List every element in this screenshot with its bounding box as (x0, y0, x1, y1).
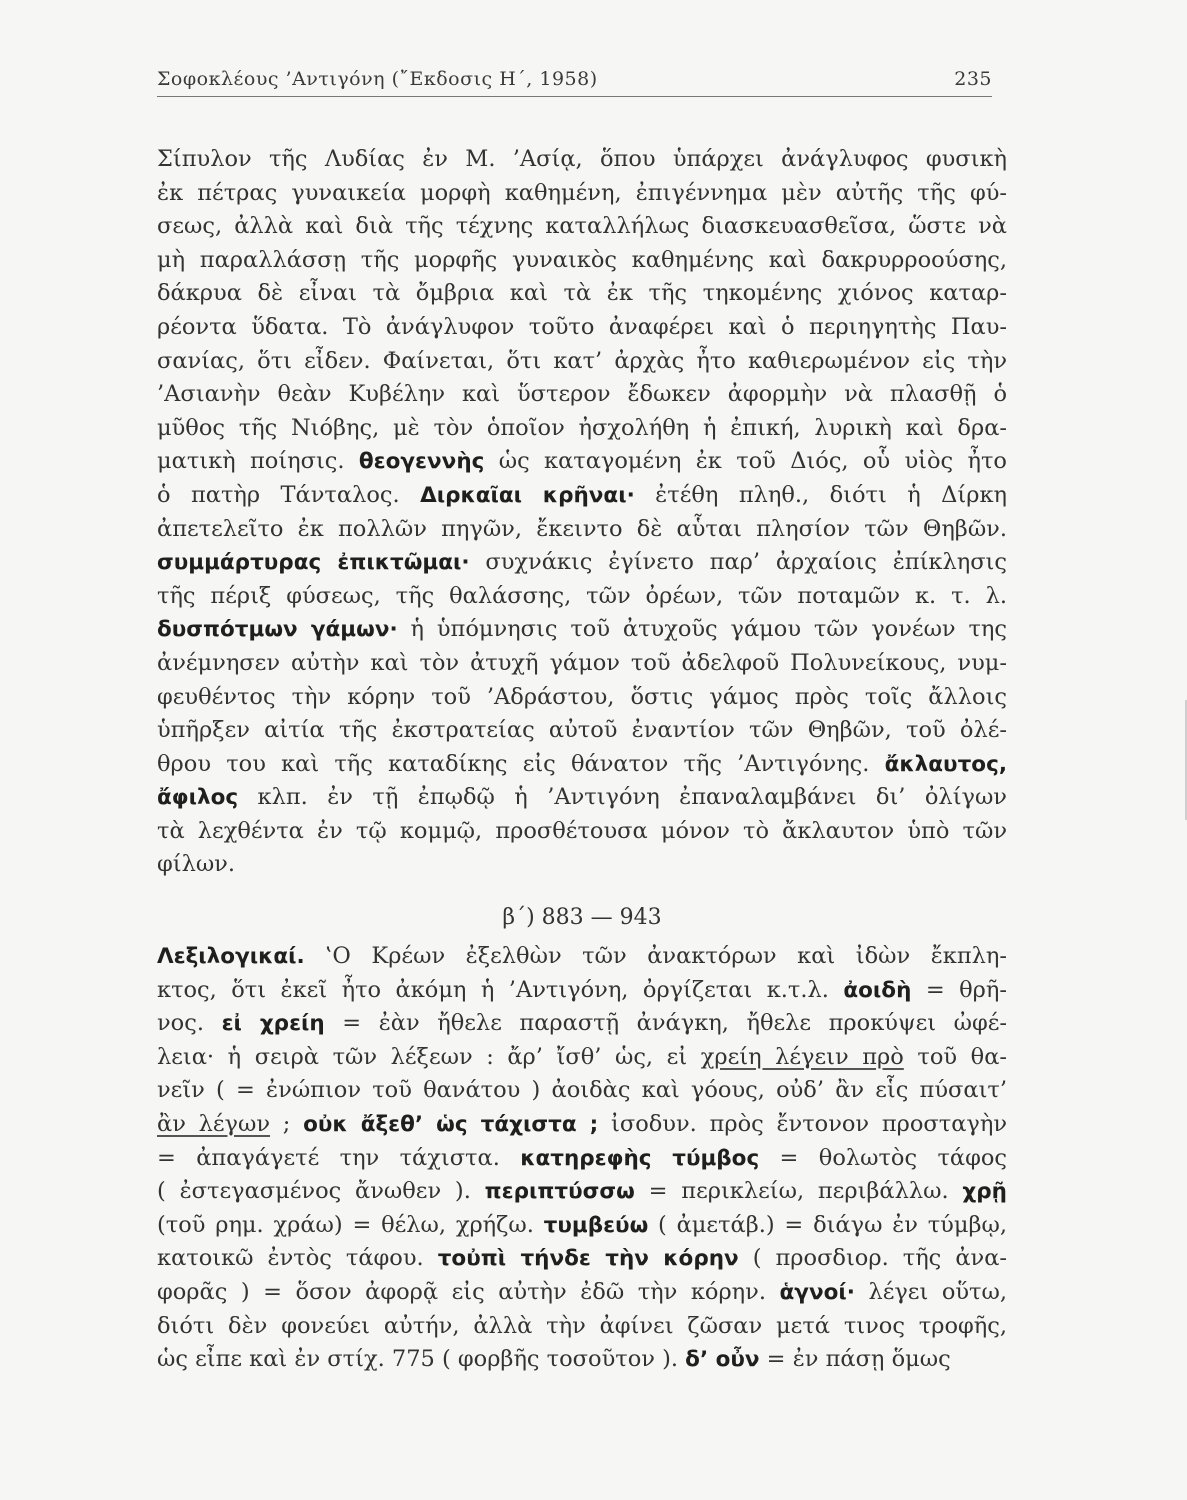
text-run: κλπ. ἐν τῇ ἐπῳδῷ ἡ ’Αντιγόνη ἐπαναλαμβάνει δι’ ὀλίγων (238, 784, 1007, 811)
text-line (157, 714, 1007, 748)
text-line (157, 1074, 1007, 1108)
text-line (157, 345, 1007, 379)
headword: Λεξιλογικαί. (157, 944, 305, 969)
text-line (157, 177, 1007, 211)
commentary-block (157, 143, 1007, 882)
text-run: νεῖν ( = ἐνώπιον τοῦ θανάτου ) ἀοιδὰς καὶ γόους, οὐδ’ ἂν εἷς πύσαιτ’ (157, 1077, 1007, 1104)
text-run: θρου του καὶ τῆς καταδίκης εἰς θάνατον τῆς ’Αντιγόνης. (157, 750, 885, 777)
text-run: = θολωτὸς τάφος (759, 1144, 1007, 1171)
headword: θεογεννὴς (358, 449, 485, 475)
text-line (157, 513, 1007, 547)
text-run: ὡς εἶπε καὶ ἐν στίχ. 775 ( φορβῆς τοσοῦτον ). (157, 1346, 686, 1373)
headword: περιπτύσσω (484, 1179, 635, 1205)
text-line (157, 940, 1007, 974)
headword: τοὐπὶ τήνδε τὴν κόρην (437, 1246, 739, 1272)
headword: οὐκ ἄξεθ’ ὡς τάχιστα ; (303, 1111, 599, 1137)
text-run: σανίας, ὅτι εἶδεν. Φαίνεται, ὅτι κατ’ ἀρχὰς ἦτο καθιερωμένον εἰς τὴν (157, 347, 1007, 374)
text-line (157, 781, 1007, 815)
text-run: κατοικῶ ἐντὸς τάφου. (157, 1245, 438, 1272)
text-line (157, 1276, 1007, 1310)
text-run: (τοῦ ρημ. χράω) = θέλω, χρήζω. (157, 1211, 544, 1238)
text-run: τοῦ θα- (903, 1043, 1007, 1070)
text-line (157, 1310, 1007, 1344)
text-run: δάκρυα δὲ εἶναι τὰ ὄμβρια καὶ τὰ ἐκ τῆς τηκομένης χιόνος καταρ- (157, 280, 1007, 307)
headword: κατηρεφὴς τύμβος (520, 1145, 760, 1171)
text-run: κτος, ὅτι ἐκεῖ ἦτο ἀκόμη ἡ ’Αντιγόνη, ὀργίζεται κ.τ.λ. (157, 976, 844, 1003)
section-heading: β΄) 883 — 943 (502, 905, 662, 930)
headword: ἀοιδὴ (843, 977, 912, 1003)
text-run: = θρῆ- (911, 976, 1007, 1003)
text-line (157, 277, 1007, 311)
text-run: ἀπετελεῖτο ἐκ πολλῶν πηγῶν, ἔκειντο δὲ αὗται πλησίον τῶν Θηβῶν. (157, 515, 1007, 542)
text-run: λεια· ἡ σειρὰ τῶν λέξεων : ἄρ’ ἴσθ’ ὡς, εἰ (157, 1043, 701, 1070)
text-line (157, 1209, 1007, 1243)
lexical-notes-block (157, 940, 1007, 1377)
text-run: ‛Ο Κρέων ἐξελθὼν τῶν ἀνακτόρων καὶ ἰδὼν ἔκπλη- (304, 943, 1007, 969)
text-line (157, 1041, 1007, 1075)
text-run: μῦθος τῆς Νιόβης, μὲ τὸν ὁποῖον ἠσχολήθη ἡ ἐπική, λυρικὴ καὶ δρα- (157, 414, 1007, 441)
text-line (157, 143, 1007, 177)
headword: ἁγνοί· (779, 1279, 855, 1305)
text-line (157, 210, 1007, 244)
text-line (157, 412, 1007, 446)
text-run: σεως, ἀλλὰ καὶ διὰ τῆς τέχνης καταλλήλως διασκευασθεῖσα, ὥστε νὰ (157, 213, 1007, 240)
text-run: Σίπυλον τῆς Λυδίας ἐν Μ. ’Ασίᾳ, ὅπου ὑπάρχει ἀνάγλυφος φυσικὴ (157, 146, 1007, 172)
text-line (157, 580, 1007, 614)
text-run: ὑπῆρξεν αἰτία τῆς ἐκστρατείας αὐτοῦ ἐναντίον τῶν Θηβῶν, τοῦ ὀλέ- (157, 717, 1007, 744)
text-run: = ἐν πάσῃ ὅμως (759, 1346, 951, 1373)
text-run: = ἀπαγάγετέ την τάχιστα. (157, 1144, 521, 1171)
text-run: ’Ασιανὴν θεὰν Κυβέλην καὶ ὕστερον ἔδωκεν ἀφορμὴν νὰ πλασθῇ ὁ (157, 381, 1007, 408)
page-number: 235 (954, 68, 992, 90)
text-line (157, 1242, 1007, 1276)
text-run: φευθέντος τὴν κόρην τοῦ ’Αδράστου, ὅστις γάμος πρὸς τοῖς ἄλλοις (157, 683, 1007, 710)
text-run: φορᾶς ) = ὅσον ἀφορᾷ εἰς αὐτὴν ἐδῶ τὴν κόρην. (157, 1278, 780, 1305)
text-line (157, 1343, 1007, 1377)
text-run: ἂν λέγων (157, 1110, 270, 1137)
text-line (157, 848, 1007, 882)
headword: χρῇ (962, 1179, 1007, 1205)
running-head-title: Σοφοκλέους ’Αντιγόνη (῎Εκδοσις Η΄, 1958) (157, 68, 598, 90)
running-head (157, 68, 992, 97)
text-line (157, 815, 1007, 849)
headword: Διρκαῖαι κρῆναι· (420, 482, 635, 508)
text-run: τῆς πέριξ φύσεως, τῆς θαλάσσης, τῶν ὀρέων, τῶν ποταμῶν κ. τ. λ. (157, 582, 1007, 609)
text-run: ρέοντα ὕδατα. Τὸ ἀνάγλυφον τοῦτο ἀναφέρει καὶ ὁ περιηγητὴς Παυ- (157, 313, 1007, 340)
text-line (157, 681, 1007, 715)
text-line (157, 445, 1007, 479)
text-line (157, 1175, 1007, 1209)
text-line (157, 748, 1007, 782)
text-line (157, 546, 1007, 580)
text-run: χρείη λέγειν πρὸ (700, 1043, 904, 1070)
text-line (157, 613, 1007, 647)
text-run: ὡς καταγομένη ἐκ τοῦ Διός, οὗ υἱὸς ἦτο (484, 448, 1007, 475)
text-run: μὴ παραλλάσσῃ τῆς μορφῆς γυναικὸς καθημένης καὶ δακρυρροούσης, (157, 246, 1007, 273)
headword: συμμάρτυρας ἐπικτῶμαι· (157, 550, 470, 576)
text-line (157, 378, 1007, 412)
text-run: ἡ ὑπόμνησις τοῦ ἀτυχοῦς γάμου τῶν γονέων της (397, 616, 1007, 643)
headword: ἄφιλος (157, 785, 239, 811)
text-run: ( προσδιορ. τῆς ἀνα- (738, 1245, 1007, 1272)
text-run: = περικλείω, περιβάλλω. (634, 1178, 963, 1205)
text-run: ( ἀμετάβ.) = διάγω ἐν τύμβῳ, (648, 1211, 1007, 1238)
text-run: ἐκ πέτρας γυναικεία μορφὴ καθημένη, ἐπιγέννημα μὲν αὐτῆς τῆς φύ- (157, 179, 1007, 206)
text-run: ἰσοδυν. πρὸς ἔντονον προσταγὴν (598, 1110, 1007, 1137)
headword: τυμβεύω (543, 1212, 649, 1238)
text-run: τὰ λεχθέντα ἐν τῷ κομμῷ, προσθέτουσα μόνον τὸ ἄκλαυτον ὑπὸ τῶν (157, 817, 1007, 844)
headword: ἄκλαυτος, (884, 751, 1007, 777)
text-line (157, 1007, 1007, 1041)
text-run: διότι δὲν φονεύει αὐτήν, ἀλλὰ τὴν ἀφίνει ζῶσαν μετά τινος τροφῆς, (157, 1312, 1007, 1339)
headword: δυσπότμων γάμων· (157, 617, 398, 643)
text-run: ; (270, 1110, 304, 1137)
text-line (157, 311, 1007, 345)
text-run: ματικὴ ποίησις. (157, 448, 359, 475)
text-line (157, 647, 1007, 681)
headword: εἰ χρείη (221, 1011, 325, 1037)
text-run: ἐτέθη πληθ., διότι ἡ Δίρκη (634, 481, 1007, 508)
text-line (157, 1108, 1007, 1142)
text-run: ἀνέμνησεν αὐτὴν καὶ τὸν ἀτυχῆ γάμον τοῦ ἀδελφοῦ Πολυνείκους, νυμ- (157, 649, 1007, 676)
text-line (157, 974, 1007, 1008)
text-run: = ἐὰν ἤθελε παραστῇ ἀνάγκη, ἤθελε προκύψει ὠφέ- (324, 1010, 1007, 1037)
text-line (157, 1142, 1007, 1176)
text-run: συχνάκις ἐγίνετο παρ’ ἀρχαίοις ἐπίκλησις (469, 549, 1007, 576)
text-run: λέγει οὕτω, (854, 1278, 1007, 1305)
headword: δ’ οὖν (685, 1347, 760, 1373)
text-line (157, 479, 1007, 513)
text-run: νος. (157, 1010, 222, 1037)
text-run: ὁ πατὴρ Τάνταλος. (157, 481, 421, 508)
text-run: ( ἐστεγασμένος ἄνωθεν ). (157, 1178, 485, 1205)
text-line (157, 244, 1007, 278)
text-run: φίλων. (157, 851, 236, 878)
